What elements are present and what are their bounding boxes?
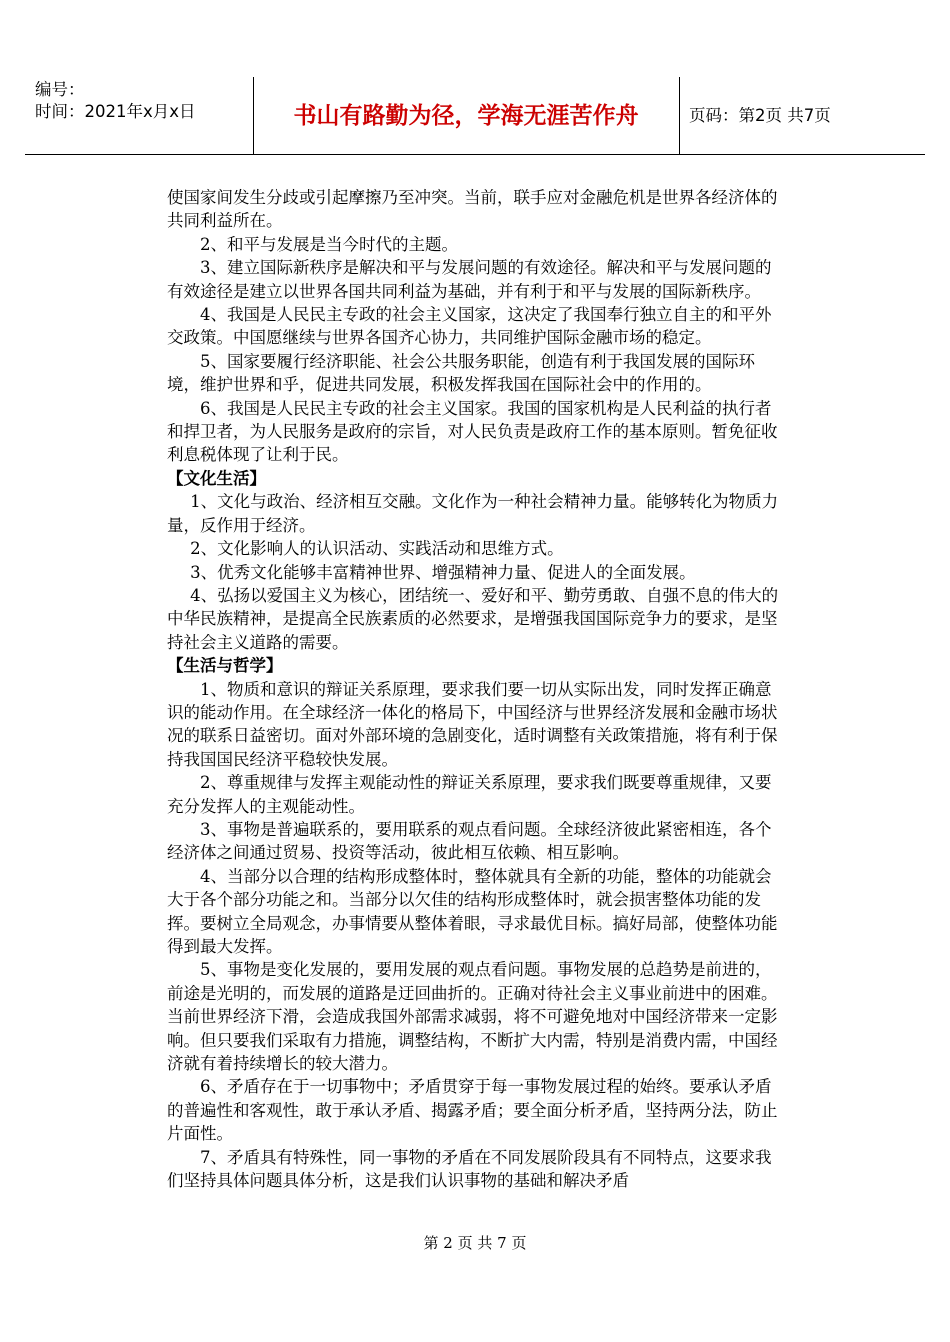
section-heading: 【文化生活】 [167,468,266,488]
page-footer: 第 2 页 共 7 页 [423,1234,527,1252]
paragraph: 2、文化影响人的认识活动、实践活动和思维方式。 [190,539,564,559]
header-motto: 书山有路勤为径，学海无涯苦作舟 [293,103,639,129]
paragraph: 6、矛盾存在于一切事物中；矛盾贯穿于每一事物发展过程的始终。要承认矛盾的普遍性和客观性，敢于承认矛盾、揭露矛盾；要全面分析矛盾，坚持两分法，防止片面性。 [167,1077,778,1144]
page-header [25,77,925,157]
paragraph: 4、当部分以合理的结构形成整体时，整体就具有全新的功能，整体的功能就会大于各个部分功能之和。当部分以欠佳的结构形成整体时，就会损害整体功能的发挥。要树立全局观念，办事情要从整体着眼，寻求最优目标。搞好局部，使整体功能得到最大发挥。 [167,866,778,956]
header-page-number: 页码：第2页 共7页 [689,106,831,125]
paragraph: 2、尊重规律与发挥主观能动性的辩证关系原理，要求我们既要尊重规律，又要充分发挥人的主观能动性。 [167,773,772,816]
header-divider-right [679,77,680,154]
serial-number-label: 编号： [35,80,85,99]
paragraph: 1、物质和意识的辩证关系原理，要求我们要一切从实际出发，同时发挥正确意识的能动作用。在全球经济一体化的格局下，中国经济与世界经济发展和金融市场状况的联系日益密切。面对外部环境的急剧变化，适时调整有关政策措施，将有利于保持我国国民经济平稳较快发展。 [167,679,778,769]
paragraph: 1、文化与政治、经济相互交融。文化作为一种社会精神力量。能够转化为物质力量，反作用于经济。 [167,492,779,535]
paragraph: 4、弘扬以爱国主义为核心，团结统一、爱好和平、勤劳勇敢、自强不息的伟大的中华民族精神，是提高全民族素质的必然要求，是增强我国国际竞争力的要求，是坚持社会主义道路的需要。 [167,585,779,652]
header-rule [25,154,925,155]
paragraph: 4、我国是人民民主专政的社会主义国家，这决定了我国奉行独立自主的和平外交政策。中国愿继续与世界各国齐心协力，共同维护国际金融市场的稳定。 [167,305,772,348]
paragraph: 5、事物是变化发展的，要用发展的观点看问题。事物发展的总趋势是前进的，前途是光明的，而发展的道路是迂回曲折的。正确对待社会主义事业前进中的困难。当前世界经济下滑，会造成我国外部需求减弱，将不可避免地对中国经济带来一定影响。但只要我们采取有力措施，调整结构，不断扩大内需，特别是消费内需，中国经济就有着持续增长的较大潜力。 [167,960,778,1074]
paragraph: 3、建立国际新秩序是解决和平与发展问题的有效途径。解决和平与发展问题的有效途径是建立以世界各国共同利益为基础，并有利于和平与发展的国际新秩序。 [167,258,772,301]
paragraph: 6、我国是人民民主专政的社会主义国家。我国的国家机构是人民利益的执行者和捍卫者，为人民服务是政府的宗旨，对人民负责是政府工作的基本原则。暂免征收利息税体现了让利于民。 [167,398,778,465]
paragraph: 2、和平与发展是当今时代的主题。 [200,234,458,254]
paragraph: 5、国家要履行经济职能、社会公共服务职能，创造有利于我国发展的国际环境，维护世界和乎，促进共同发展，积极发挥我国在国际社会中的作用的。 [167,351,755,395]
paragraph: 使国家间发生分歧或引起摩擦乃至冲突。当前，联手应对金融危机是世界各经济体的共同利益所在。 [167,188,778,231]
date-label: 时间：2021年x月x日 [35,102,196,121]
section-heading: 【生活与哲学】 [167,656,283,676]
header-meta [35,79,196,123]
paragraph: 3、优秀文化能够丰富精神世界、增强精神力量、促进人的全面发展。 [190,562,696,582]
paragraph: 7、矛盾具有特殊性，同一事物的矛盾在不同发展阶段具有不同特点，这要求我们坚持具体问题具体分析，这是我们认识事物的基础和解决矛盾 [167,1147,772,1191]
paragraph: 3、事物是普遍联系的，要用联系的观点看问题。全球经济彼此紧密相连，各个经济体之间通过贸易、投资等活动，彼此相互依赖、相互影响。 [167,819,772,863]
document-body [167,186,787,1192]
